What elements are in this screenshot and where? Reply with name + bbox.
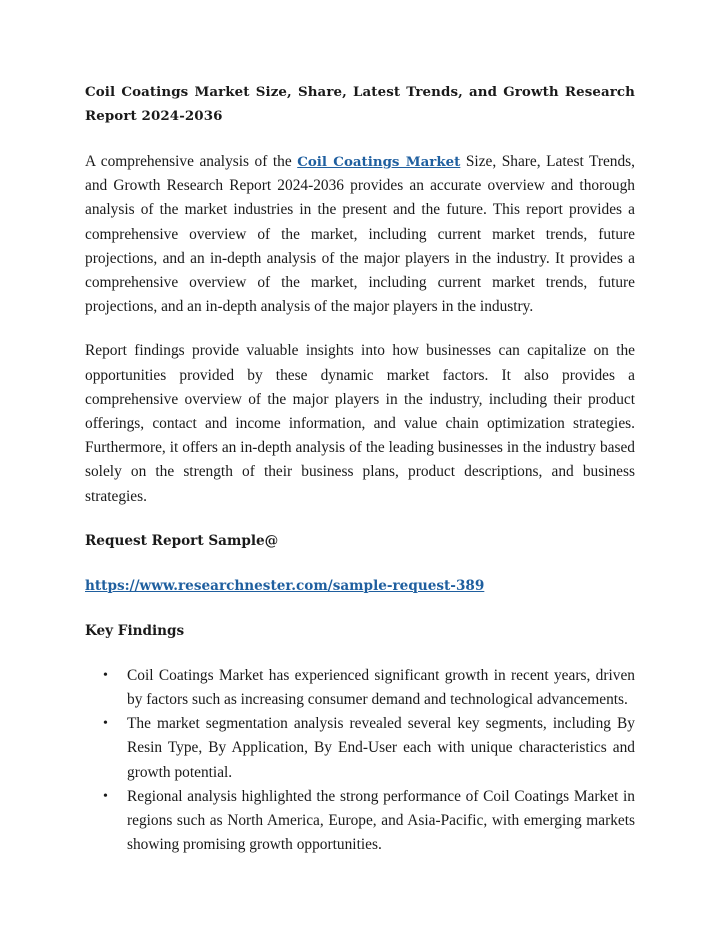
intro-text-after-link: Size, Share, Latest Trends, and Growth Research Report 2024-2036 provides an accurate overview and thorough analysis of the market industries in the present and the future. This report provides a comprehensive overview of the market, including current market trends, future projections, and an in-depth analysis of the major players in the industry. It provides a comprehensive overview of the market, including current market trends, future projections, and an in-depth analysis of the major players in the industry. bbox=[85, 153, 635, 316]
list-item bbox=[85, 785, 635, 858]
bullet-icon: • bbox=[103, 716, 108, 732]
document-title: Coil Coatings Market Size, Share, Latest Trends, and Growth Research Report 2024-2036 bbox=[85, 84, 635, 124]
list-item bbox=[85, 712, 635, 785]
request-sample-heading: Request Report Sample@ bbox=[85, 532, 279, 549]
key-findings-list bbox=[85, 664, 635, 858]
document-page bbox=[85, 80, 635, 857]
list-item bbox=[85, 664, 635, 712]
list-item-text: Regional analysis highlighted the strong performance of Coil Coatings Market in regions such as North America, Europe, and Asia-Pacific, with emerging markets showing promising growth opportunities. bbox=[127, 787, 635, 854]
key-findings-heading: Key Findings bbox=[85, 622, 185, 639]
list-item-text: Coil Coatings Market has experienced significant growth in recent years, driven by factors such as increasing consumer demand and technological advancements. bbox=[127, 666, 635, 709]
coil-coatings-market-link[interactable]: Coil Coatings Market bbox=[297, 154, 461, 170]
bullet-icon: • bbox=[103, 667, 108, 683]
list-item-text: The market segmentation analysis revealed several key segments, including By Resin Type, By Application, By End-User each with unique characteristics and growth potential. bbox=[127, 715, 635, 781]
intro-paragraph bbox=[85, 150, 635, 319]
sample-request-link[interactable]: https://www.researchnester.com/sample-request-389 bbox=[85, 577, 485, 594]
intro-text-before-link: A comprehensive analysis of the bbox=[85, 153, 298, 170]
bullet-icon: • bbox=[103, 788, 108, 804]
findings-paragraph: Report findings provide valuable insights into how businesses can capitalize on the opportunities provided by these dynamic market factors. It also provides a comprehensive overview of the major players in the industry, including their product offerings, contact and income information, and value chain optimization strategies. Furthermore, it offers an in-depth analysis of the leading businesses in the industry based solely on the strength of their business plans, product descriptions, and business strategies. bbox=[85, 342, 635, 505]
